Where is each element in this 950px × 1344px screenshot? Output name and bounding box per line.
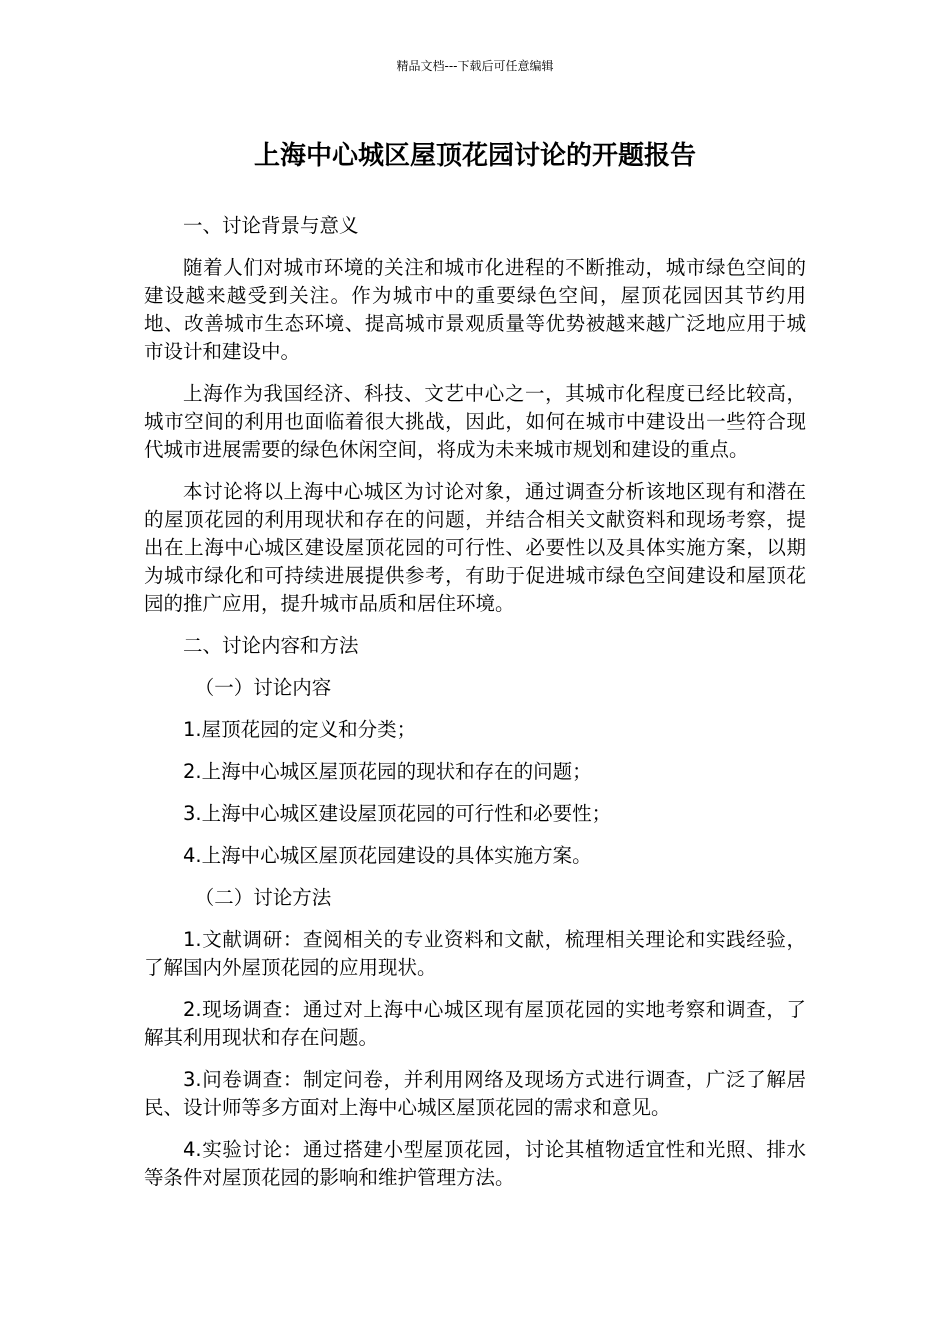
list-item-method-1: 1.文献调研：查阅相关的专业资料和文献，梳理相关理论和实践经验，了解国内外屋顶花园的应用现状。	[144, 928, 806, 979]
list-item-content-4: 4.上海中心城区屋顶花园建设的具体实施方案。	[183, 844, 592, 867]
section-heading-background: 一、讨论背景与意义	[183, 214, 359, 237]
list-item-content-1: 1.屋顶花园的定义和分类；	[183, 718, 417, 741]
document-body	[144, 212, 806, 1206]
subsection-heading-method: （二）讨论方法	[194, 886, 332, 909]
paragraph-background-2: 上海作为我国经济、科技、文艺中心之一，其城市化程度已经比较高，城市空间的利用也面临着很大挑战，因此，如何在城市中建设出一些符合现代城市进展需要的绿色休闲空间，将成为未来城市规划和建设的重点。	[144, 382, 806, 461]
list-item-method-4: 4.实验讨论：通过搭建小型屋顶花园，讨论其植物适宜性和光照、排水等条件对屋顶花园的影响和维护管理方法。	[144, 1138, 806, 1189]
section-heading-content-method: 二、讨论内容和方法	[183, 634, 359, 657]
list-item-content-3: 3.上海中心城区建设屋顶花园的可行性和必要性；	[183, 802, 612, 825]
list-item-content-2: 2.上海中心城区屋顶花园的现状和存在的问题；	[183, 760, 592, 783]
paragraph-background-1: 随着人们对城市环境的关注和城市化进程的不断推动，城市绿色空间的建设越来越受到关注。作为城市中的重要绿色空间，屋顶花园因其节约用地、改善城市生态环境、提高城市景观质量等优势被越来越广泛地应用于城市设计和建设中。	[144, 256, 806, 363]
paragraph-background-3: 本讨论将以上海中心城区为讨论对象，通过调查分析该地区现有和潜在的屋顶花园的利用现状和存在的问题，并结合相关文献资料和现场考察，提出在上海中心城区建设屋顶花园的可行性、必要性以及具体实施方案，以期为城市绿化和可持续进展提供参考，有助于促进城市绿色空间建设和屋顶花园的推广应用，提升城市品质和居住环境。	[144, 480, 806, 615]
page-header: 精品文档---下载后可任意编辑	[396, 59, 554, 73]
subsection-heading-content: （一）讨论内容	[194, 676, 332, 699]
list-item-method-3: 3.问卷调查：制定问卷，并利用网络及现场方式进行调查，广泛了解居民、设计师等多方面对上海中心城区屋顶花园的需求和意见。	[144, 1068, 806, 1119]
list-item-method-2: 2.现场调查：通过对上海中心城区现有屋顶花园的实地考察和调查，了解其利用现状和存在问题。	[144, 998, 806, 1049]
document-title: 上海中心城区屋顶花园讨论的开题报告	[253, 141, 696, 171]
